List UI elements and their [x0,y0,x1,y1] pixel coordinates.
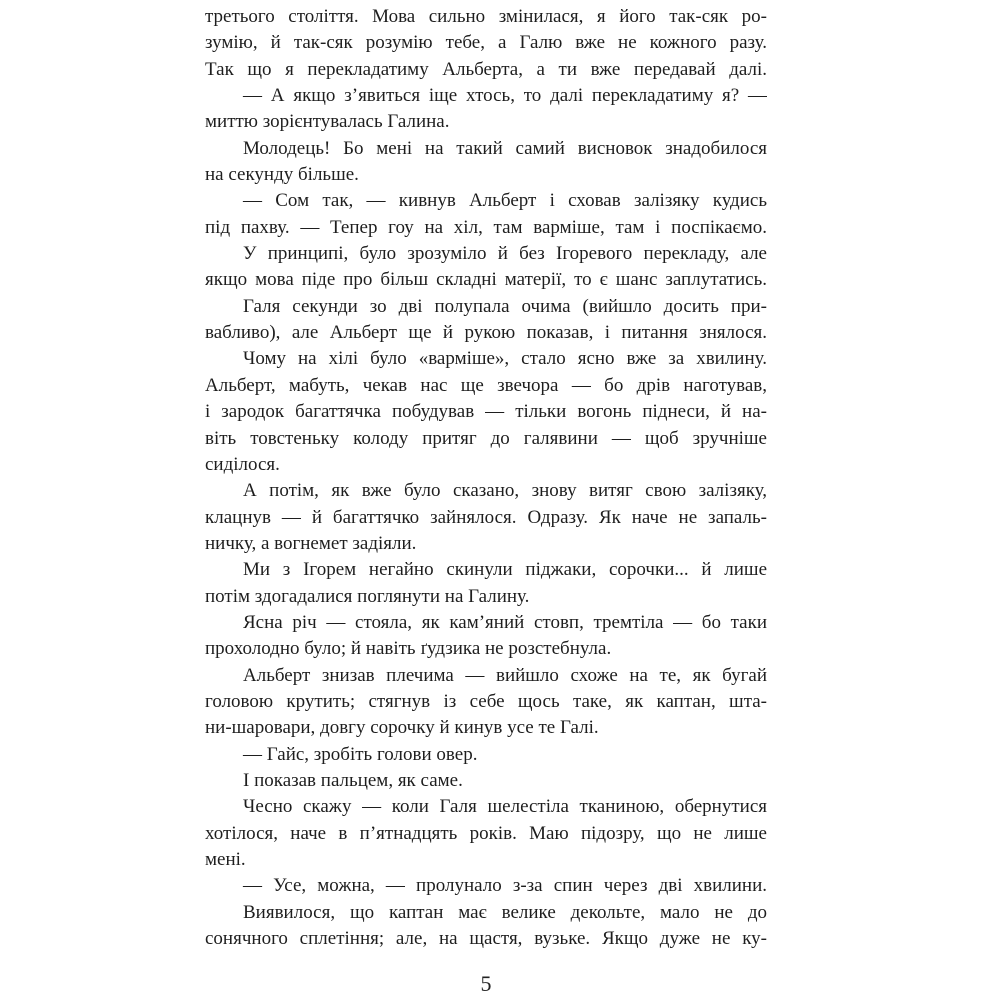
text-line: Чому на хілі було «варміше», стало ясно вже за хвилину. [243,348,767,370]
text-line: мені. [205,849,246,870]
text-line: прохолодно було; й навіть ґудзика не розстебнула. [205,638,612,660]
text-line: віть товстеньку колоду притяг до галявини — щоб зручніше [205,427,767,449]
text-line: сиділося. [205,453,280,475]
text-line: потім здогадалися поглянути на Галину. [205,585,530,607]
text-line: хотілося, наче в п’ятнадцять років. Маю підозру, що не лише [205,822,767,844]
text-line: У принципі, було зрозуміло й без Ігоревого перекладу, але [243,243,767,265]
text-line: Ми з Ігорем негайно скинули піджаки, сорочки... й лише [243,559,767,581]
text-line: вабливо), але Альберт ще й рукою показав, і питання знялося. [205,322,767,344]
text-line: під пахву. — Тепер гоу на хіл, там варміше, там і поспікаємо. [205,216,767,238]
text-line: Чесно скажу — коли Галя шелестіла тканиною, обернутися [243,796,767,818]
text-line: на секунду більше. [205,164,359,186]
text-line: Альберт знизав плечима — вийшло схоже на те, як бугай [243,664,767,686]
text-line: ничку, а вогнемет задіяли. [205,532,417,554]
text-line: якщо мова піде про більш складні матерії, то є шанс заплутатись. [205,269,767,291]
text-line: зумію, й так-сяк розумію тебе, а Галю вже не кожного разу. [205,32,767,54]
text-line: Галя секунди зо дві полупала очима (вийшло досить при- [243,295,767,317]
text-line: — Усе, можна, — пролунало з-за спин через дві хвилини. [243,875,767,897]
text-line: Так що я перекладатиму Альберта, а ти вже передавай далі. [205,58,767,80]
text-block [205,4,767,952]
text-line: і зародок багаттячка побудував — тільки вогонь піднеси, й на- [205,401,767,423]
text-line: Молодець! Бо мені на такий самий висновок знадобилося [243,137,767,159]
page-number: 5 [480,971,492,996]
text-line: — Сом так, — кивнув Альберт і сховав залізяку кудись [243,190,767,212]
text-line: клацнув — й багаттячко зайнялося. Одразу. Як наче не запаль- [205,506,767,528]
text-line: А потім, як вже було сказано, знову витяг свою залізяку, [243,480,767,502]
text-line: Альберт, мабуть, чекав нас ще звечора — бо дрів наготував, [205,374,767,396]
text-line: Виявилося, що каптан має велике декольте, мало не до [243,901,767,923]
text-line: І показав пальцем, як саме. [243,769,463,791]
text-line: Ясна річ — стояла, як кам’яний стовп, тремтіла — бо таки [243,611,767,633]
text-line: — А якщо з’явиться іще хтось, то далі перекладатиму я? — [243,85,767,107]
text-line: — Гайс, зробіть голови овер. [243,743,478,765]
text-line: сонячного сплетіння; але, на щастя, вузьке. Якщо дуже не ку- [205,928,767,950]
text-line: головою крутить; стягнув із себе щось таке, як каптан, шта- [205,690,767,712]
text-line: миттю зорієнтувалась Галина. [205,111,450,133]
text-line: третього століття. Мова сильно змінилася, я його так-сяк ро- [205,6,767,27]
text-line: ни-шаровари, довгу сорочку й кинув усе те Галі. [205,717,599,739]
